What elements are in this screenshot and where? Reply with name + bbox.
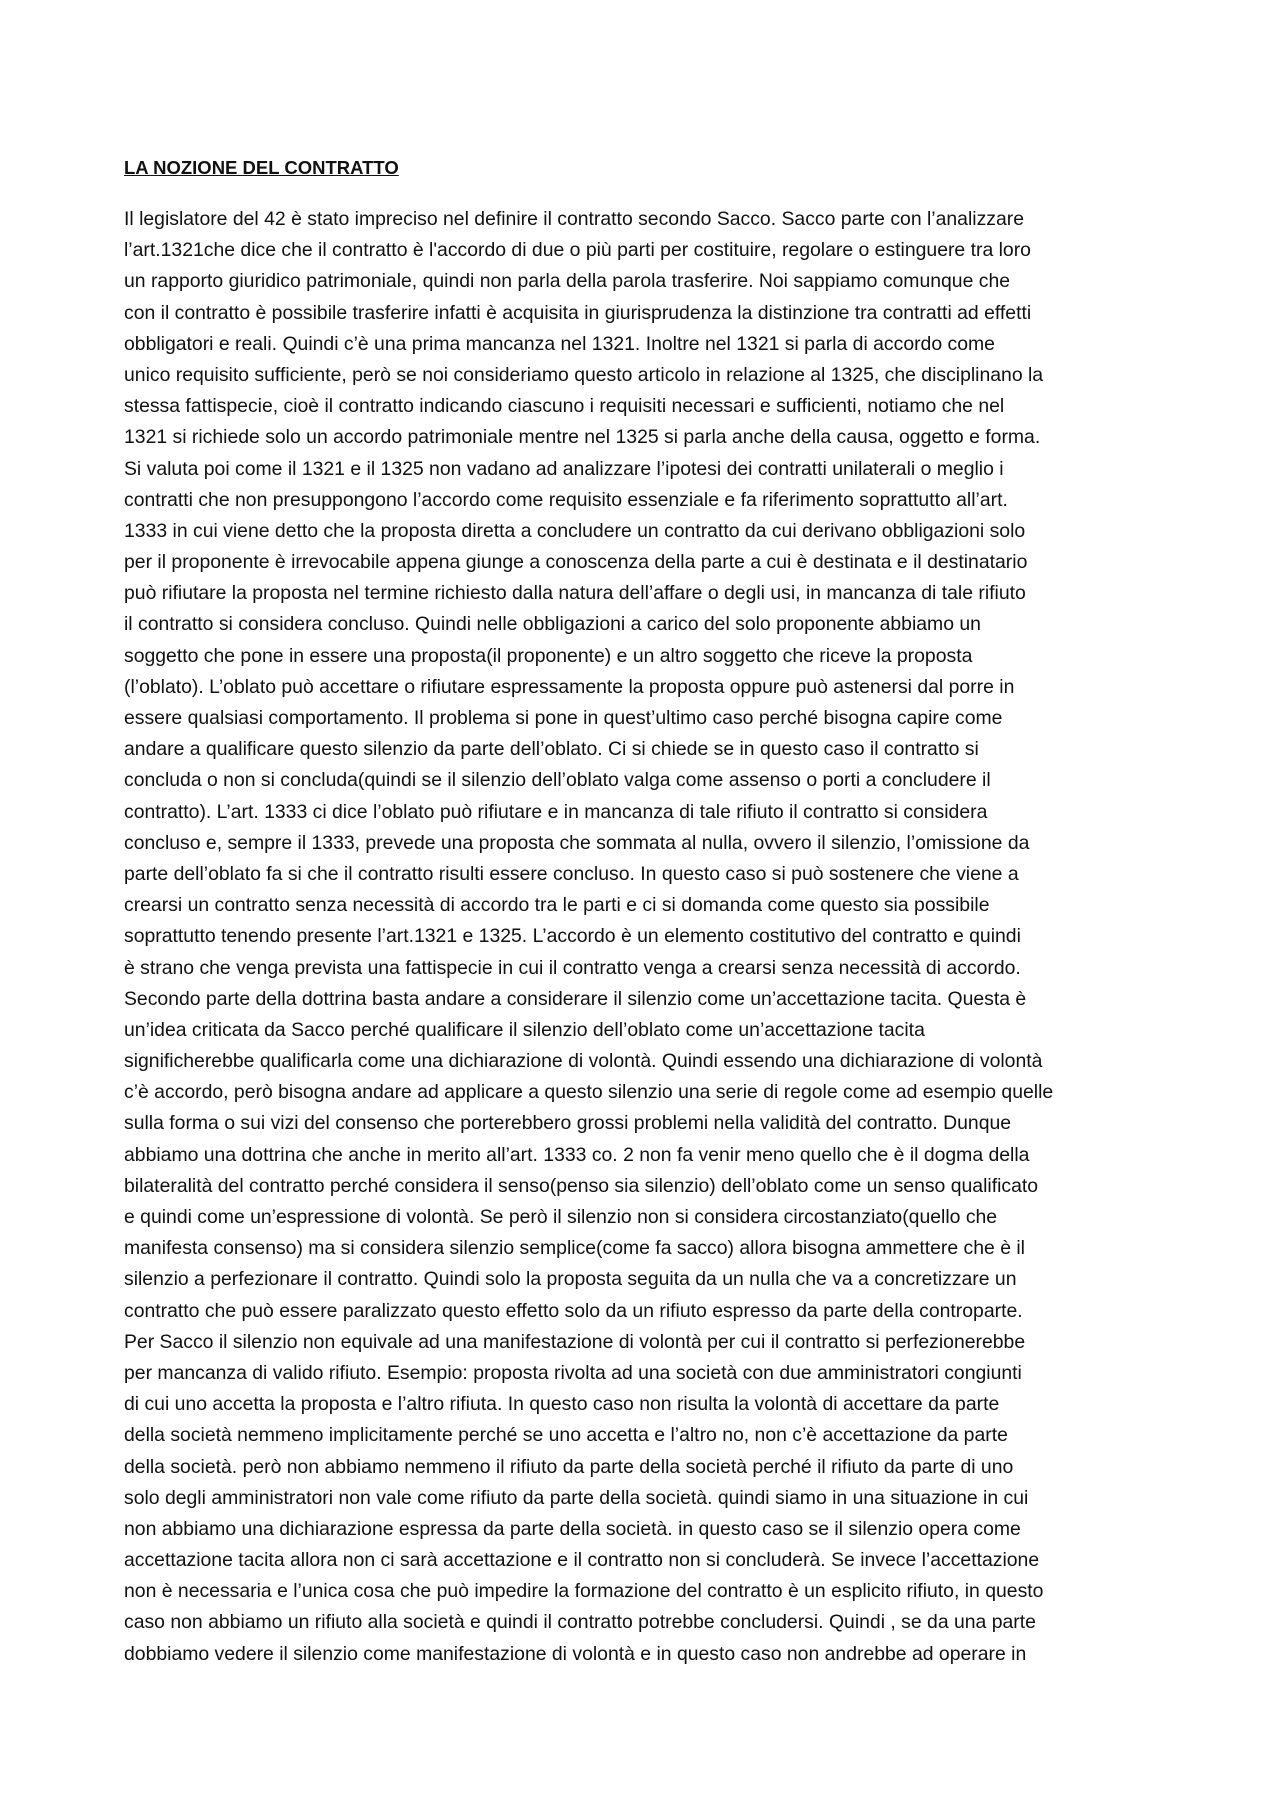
text-line: Si valuta poi come il 1321 e il 1325 non vadano ad analizzare l’ipotesi dei contratti unilaterali o meglio i bbox=[124, 457, 1004, 480]
text-line: abbiamo una dottrina che anche in merito all’art. 1333 co. 2 non fa venir meno quello che è il dogma della bbox=[124, 1143, 1030, 1166]
text-line: per mancanza di valido rifiuto. Esempio: proposta rivolta ad una società con due amministratori congiunti bbox=[124, 1361, 1022, 1384]
text-line: può rifiutare la proposta nel termine richiesto dalla natura dell’affare o degli usi, in mancanza di tale rifiuto bbox=[124, 582, 1026, 605]
text-line: manifesta consenso) ma si considera silenzio semplice(come fa sacco) allora bisogna ammettere che è il bbox=[124, 1237, 1025, 1260]
text-line: non abbiamo una dichiarazione espressa da parte della società. in questo caso se il silenzio opera come bbox=[124, 1517, 1021, 1540]
text-line: per il proponente è irrevocabile appena giunge a conoscenza della parte a cui è destinata e il destinatario bbox=[124, 551, 1028, 574]
text-line: 1321 si richiede solo un accordo patrimoniale mentre nel 1325 si parla anche della causa, oggetto e forma. bbox=[124, 426, 1041, 449]
text-line: concluda o non si concluda(quindi se il silenzio dell’oblato valga come assenso o porti a concludere il bbox=[124, 769, 991, 792]
text-line: 1333 in cui viene detto che la proposta diretta a concludere un contratto da cui derivano obbligazioni solo bbox=[124, 519, 1026, 542]
text-line: significherebbe qualificarla come una dichiarazione di volontà. Quindi essendo una dichiarazione di volontà bbox=[124, 1050, 1043, 1073]
text-line: crearsi un contratto senza necessità di accordo tra le parti e ci si domanda come questo sia possibile bbox=[124, 894, 990, 917]
text-line: un’idea criticata da Sacco perché qualificare il silenzio dell’oblato come un’accettazione tacita bbox=[124, 1018, 925, 1041]
text-line: unico requisito sufficiente, però se noi consideriamo questo articolo in relazione al 1325, che disciplinano la bbox=[124, 363, 1044, 386]
text-line: concluso e, sempre il 1333, prevede una proposta che sommata al nulla, ovvero il silenzio, l’omissione da bbox=[124, 831, 1030, 854]
text-line: e quindi come un’espressione di volontà. Se però il silenzio non si considera circostanziato(quello che bbox=[124, 1206, 998, 1228]
text-line: Il legislatore del 42 è stato impreciso nel definire il contratto secondo Sacco. Sacco parte con l’analizzare bbox=[124, 208, 1024, 230]
text-line: accettazione tacita allora non ci sarà accettazione e il contratto non si concluderà. Se invece l’accettazione bbox=[124, 1549, 1040, 1572]
text-line: di cui uno accetta la proposta e l’altro rifiuta. In questo caso non risulta la volontà di accettare da parte bbox=[124, 1393, 1000, 1416]
body-text bbox=[124, 204, 1053, 1670]
document-title: LA NOZIONE DEL CONTRATTO bbox=[124, 157, 399, 178]
text-line: bilateralità del contratto perché considera il senso(penso sia silenzio) dell’oblato come un senso qualificato bbox=[124, 1174, 1039, 1197]
text-line: il contratto si considera concluso. Quindi nelle obbligazioni a carico del solo proponente abbiamo un bbox=[124, 613, 981, 636]
text-line: un rapporto giuridico patrimoniale, quindi non parla della parola trasferire. Noi sappiamo comunque che bbox=[124, 270, 1011, 293]
text-line: parte dell’oblato fa si che il contratto risulti essere concluso. In questo caso si può sostenere che viene a bbox=[124, 862, 1019, 885]
text-line: obbligatori e reali. Quindi c’è una prima mancanza nel 1321. Inoltre nel 1321 si parla di accordo come bbox=[124, 332, 995, 355]
text-line: non è necessaria e l’unica cosa che può impedire la formazione del contratto è un esplicito rifiuto, in questo bbox=[124, 1580, 1044, 1603]
text-line: sulla forma o sui vizi del consenso che porterebbero grossi problemi nella validità del contratto. Dunque bbox=[124, 1112, 1012, 1135]
text-line: è strano che venga prevista una fattispecie in cui il contratto venga a crearsi senza necessità di accordo. bbox=[124, 956, 1021, 979]
text-line: della società nemmeno implicitamente perché se uno accetta e l’altro no, non c’è accettazione da parte bbox=[124, 1424, 1008, 1447]
text-line: caso non abbiamo un rifiuto alla società e quindi il contratto potrebbe concludersi. Quindi , se da una parte bbox=[124, 1611, 1036, 1634]
text-line: contratto). L’art. 1333 ci dice l’oblato può rifiutare e in mancanza di tale rifiuto il contratto si considera bbox=[124, 800, 988, 823]
text-line: con il contratto è possibile trasferire infatti è acquisita in giurisprudenza la distinzione tra contratti ad effetti bbox=[124, 301, 1032, 324]
text-line: dobbiamo vedere il silenzio come manifestazione di volontà e in questo caso non andrebbe ad operare in bbox=[124, 1642, 1027, 1665]
text-line: Secondo parte della dottrina basta andare a considerare il silenzio come un’accettazione tacita. Questa è bbox=[124, 987, 1027, 1010]
text-line: soggetto che pone in essere una proposta(il proponente) e un altro soggetto che riceve la proposta bbox=[124, 644, 973, 667]
text-line: andare a qualificare questo silenzio da parte dell’oblato. Ci si chiede se in questo caso il contratto si bbox=[124, 738, 979, 761]
text-line: solo degli amministratori non vale come rifiuto da parte della società. quindi siamo in una situazione in cui bbox=[124, 1486, 1029, 1509]
text-line: (l’oblato). L’oblato può accettare o rifiutare espressamente la proposta oppure può astenersi dal porre in bbox=[124, 675, 1015, 698]
text-line: contratto che può essere paralizzato questo effetto solo da un rifiuto espresso da parte della controparte. bbox=[124, 1299, 1023, 1322]
text-line: contratti che non presuppongono l’accordo come requisito essenziale e fa riferimento soprattutto all’art. bbox=[124, 488, 1008, 511]
text-line: stessa fattispecie, cioè il contratto indicando ciascuno i requisiti necessari e sufficienti, notiamo che nel bbox=[124, 395, 1005, 418]
text-line: della società. però non abbiamo nemmeno il rifiuto da parte della società perché il rifiuto da parte di uno bbox=[124, 1455, 1014, 1478]
text-line: Per Sacco il silenzio non equivale ad una manifestazione di volontà per cui il contratto si perfezionerebbe bbox=[124, 1330, 1026, 1353]
text-line: essere qualsiasi comportamento. Il problema si pone in quest’ultimo caso perché bisogna capire come bbox=[124, 707, 1003, 729]
text-line: soprattutto tenendo presente l’art.1321 e 1325. L’accordo è un elemento costitutivo del contratto e quindi bbox=[124, 925, 1021, 948]
text-line: silenzio a perfezionare il contratto. Quindi solo la proposta seguita da un nulla che va a concretizzare un bbox=[124, 1268, 1017, 1291]
text-line: l’art.1321che dice che il contratto è l'accordo di due o più parti per costituire, regolare o estinguere tra loro bbox=[124, 239, 1031, 262]
text-line: c’è accordo, però bisogna andare ad applicare a questo silenzio una serie di regole come ad esempio quelle bbox=[124, 1081, 1054, 1104]
